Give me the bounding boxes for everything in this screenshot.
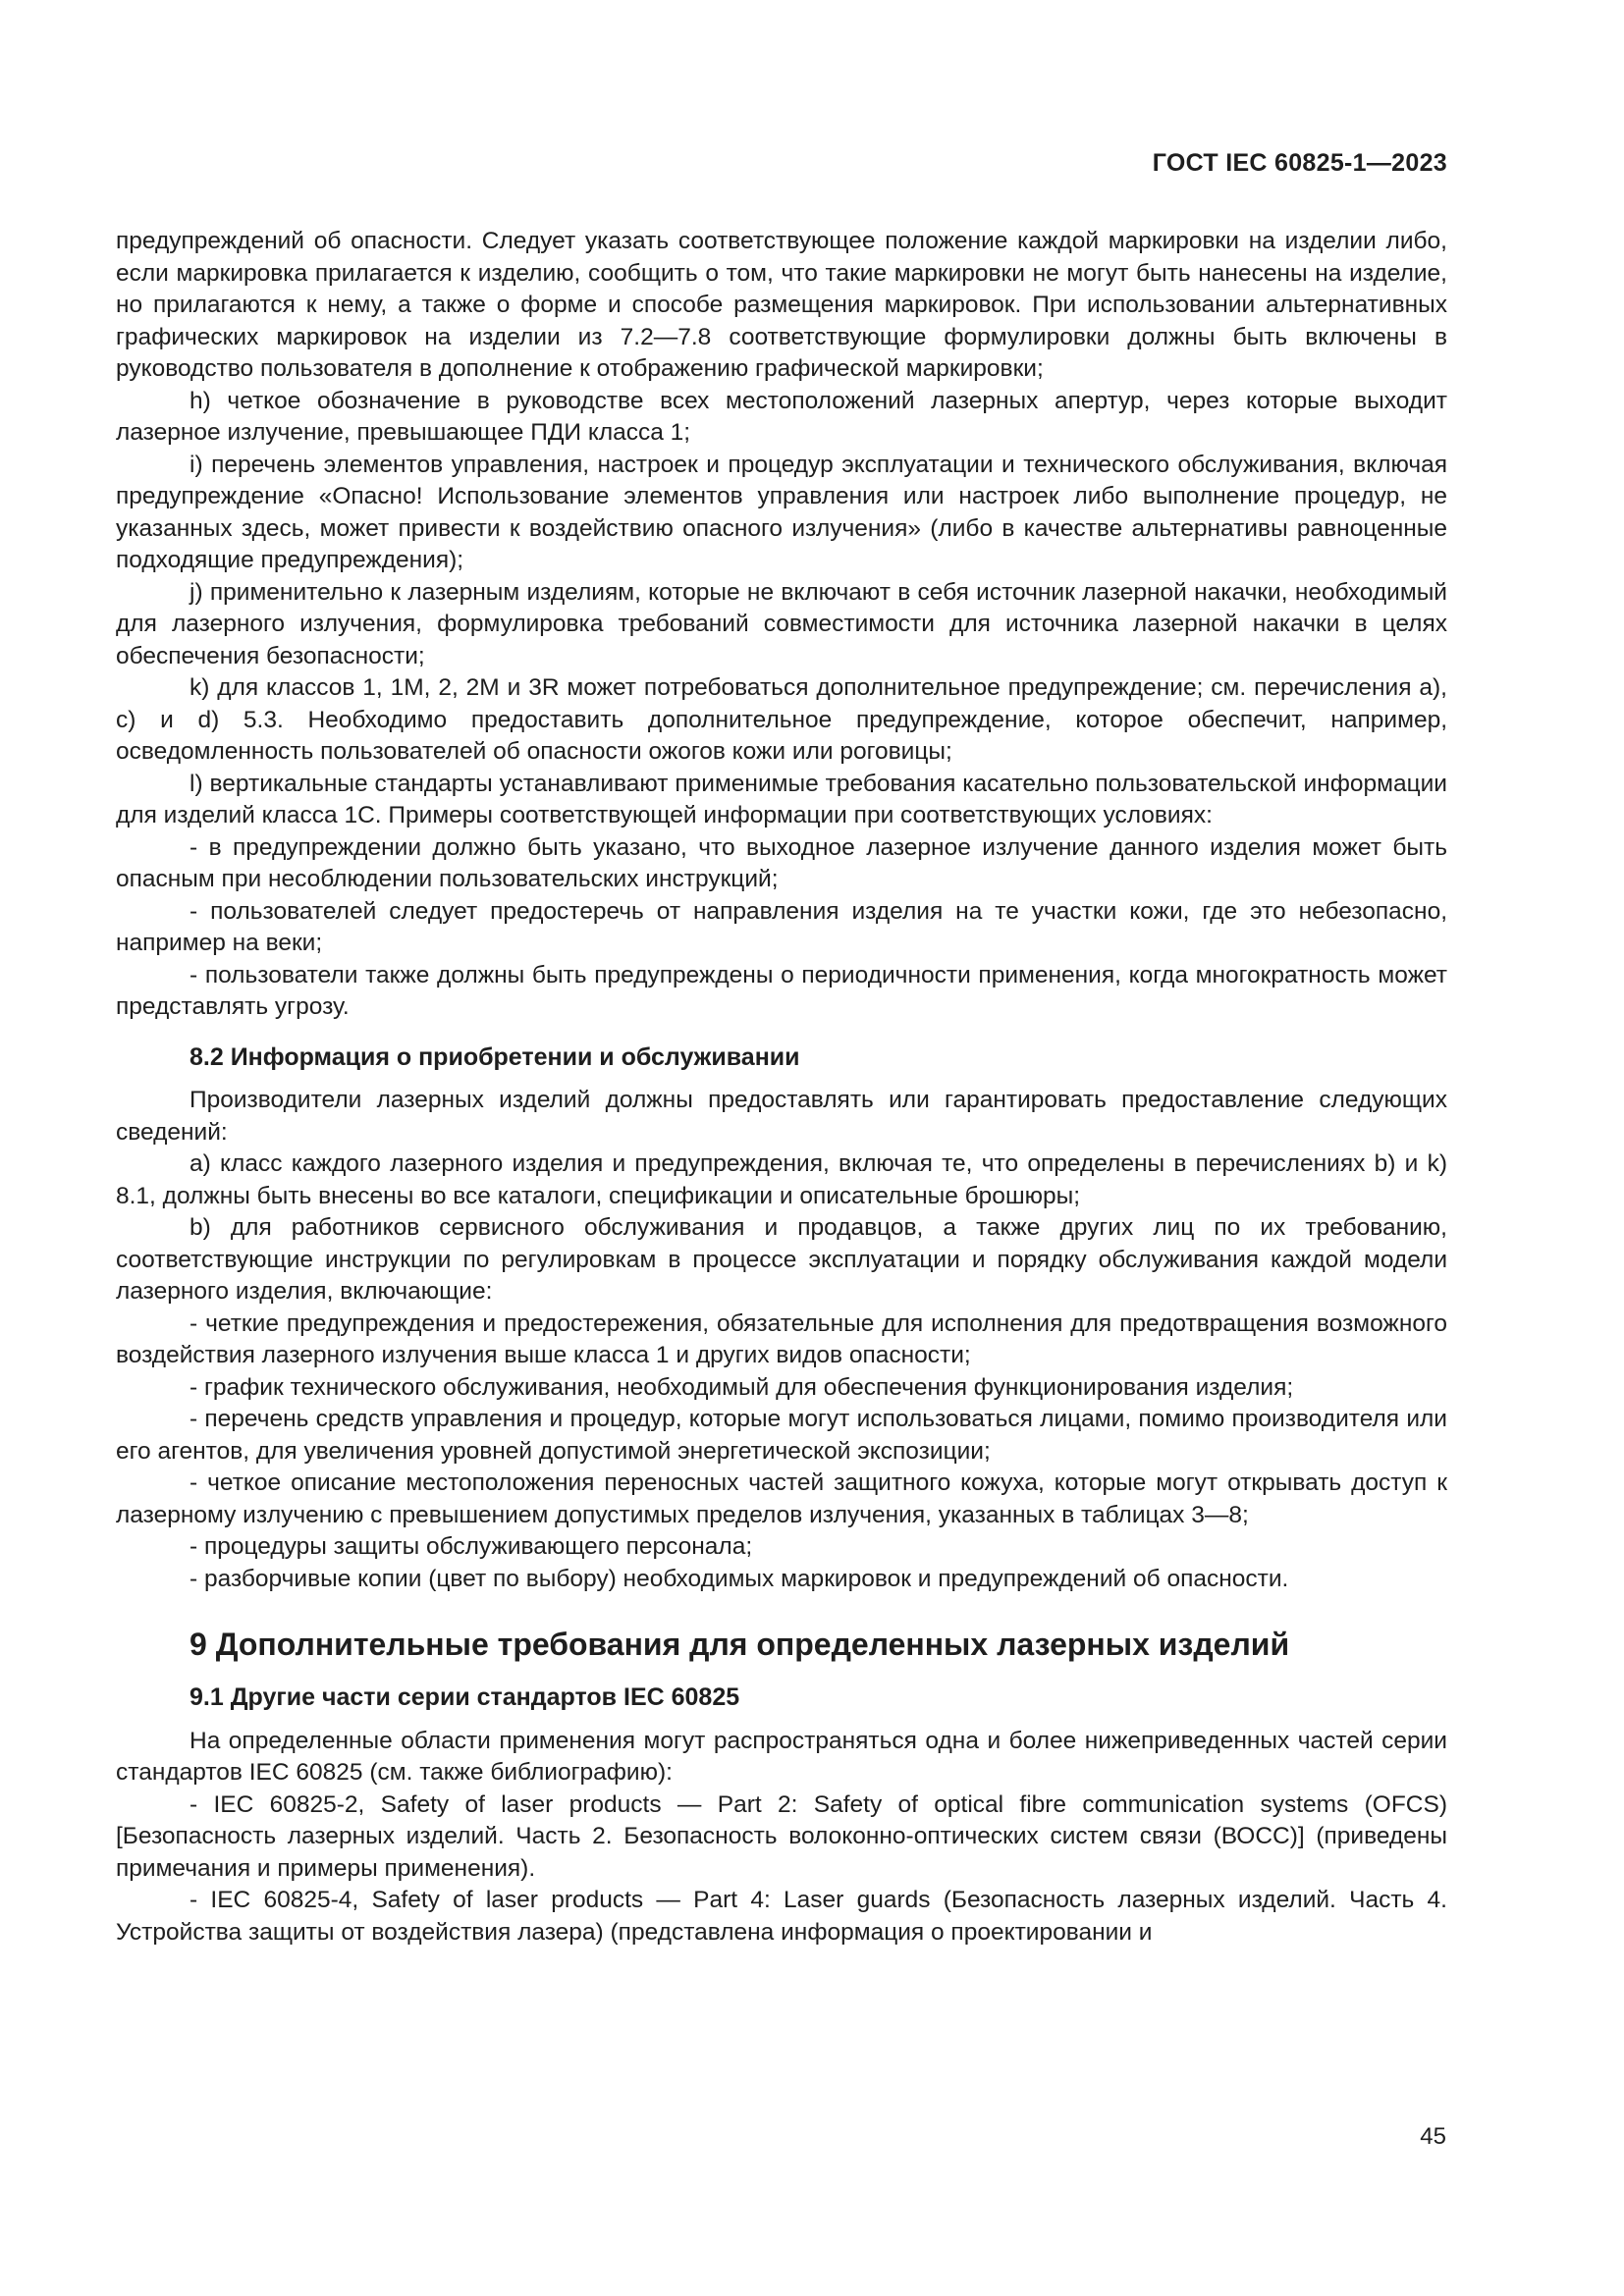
dash-item: - пользователи также должны быть предупреждены о периодичности применения, когда многократность может представлять угрозу. — [116, 961, 1447, 1020]
dash-item: - пользователей следует предостеречь от направления изделия на те участки кожи, где это небезопасно, например на веки; — [116, 897, 1447, 956]
paragraph: Производители лазерных изделий должны предоставлять или гарантировать предоставление следующих сведений: — [116, 1087, 1447, 1146]
dash-item: - в предупреждении должно быть указано, что выходное лазерное излучение данного изделия может быть опасным при несоблюдении пользовательских инструкций; — [116, 833, 1447, 892]
list-item-i: i) перечень элементов управления, настроек и процедур эксплуатации и технического обслуживания, включая предупреждение «Опасно! Использование элементов управления или настроек либо выполнение процедур, не указанных здесь, может привести к воздействию опасного излучения» (либо в качестве альтернативы равноценные подходящие предупреждения); — [116, 451, 1447, 573]
dash-item: - IEC 60825-2, Safety of laser products — Part 2: Safety of optical fibre communication systems (OFCS) [Безопасность лазерных изделий. Часть 2. Безопасность волоконно-оптических систем связи (ВОСС)] (приведены примечания и примеры применения). — [116, 1790, 1447, 1882]
paragraph: предупреждений об опасности. Следует указать соответствующее положение каждой маркировки на изделии либо, если маркировка прилагается к изделию, сообщить о том, что такие маркировки не могут быть нанесены на изделие, но прилагаются к нему, а также о форме и способе размещения маркировок. При использовании альтернативных графических маркировок на изделии из 7.2—7.8 соответствующие формулировки должны быть включены в руководство пользователя в дополнение к отображению графической маркировки; — [116, 228, 1447, 382]
dash-item: - четкие предупреждения и предостережения, обязательные для исполнения для предотвращения возможного воздействия лазерного излучения выше класса 1 и других видов опасности; — [116, 1309, 1447, 1368]
section-heading-8-2: 8.2 Информация о приобретении и обслуживании — [189, 1042, 800, 1071]
list-item-k: k) для классов 1, 1M, 2, 2M и 3R может потребоваться дополнительное предупреждение; см. перечисления a), c) и d) 5.3. Необходимо предоставить дополнительное предупреждение, которое обеспечит, например, осведомленность пользователей об опасности ожогов кожи или роговицы; — [116, 674, 1447, 765]
document-header: ГОСТ IEC 60825-1—2023 — [1152, 149, 1447, 177]
page-content — [116, 226, 1447, 1949]
dash-item: - график технического обслуживания, необходимый для обеспечения функционирования изделия; — [189, 1373, 1294, 1401]
dash-item: - IEC 60825-4, Safety of laser products — Part 4: Laser guards (Безопасность лазерных изделий. Часть 4. Устройства защиты от воздействия лазера) (представлена информация о проектировании и — [116, 1887, 1447, 1946]
list-item-a: a) класс каждого лазерного изделия и предупреждения, включая те, что определены в перечислениях b) и k) 8.1, должны быть внесены во все каталоги, спецификации и описательные брошюры; — [116, 1150, 1447, 1209]
page-number: 45 — [1420, 2123, 1446, 2150]
dash-item: - разборчивые копии (цвет по выбору) необходимых маркировок и предупреждений об опасности. — [189, 1565, 1289, 1592]
list-item-h: h) четкое обозначение в руководстве всех местоположений лазерных апертур, через которые выходит лазерное излучение, превышающее ПДИ класса 1; — [116, 387, 1447, 446]
dash-item: - четкое описание местоположения переносных частей защитного кожуха, которые могут открывать доступ к лазерному излучению с превышением допустимых пределов излучения, указанных в таблицах 3—8; — [116, 1469, 1447, 1528]
dash-item: - перечень средств управления и процедур, которые могут использоваться лицами, помимо производителя или его агентов, для увеличения уровней допустимой энергетической экспозиции; — [116, 1406, 1447, 1465]
list-item-l: l) вертикальные стандарты устанавливают применимые требования касательно пользовательской информации для изделий класса 1C. Примеры соответствующей информации при соответствующих условиях: — [116, 770, 1447, 828]
dash-item: - процедуры защиты обслуживающего персонала; — [189, 1533, 753, 1560]
section-heading-9: 9 Дополнительные требования для определенных лазерных изделий — [189, 1627, 1290, 1662]
paragraph: На определенные области применения могут распространяться одна и более нижеприведенных частей серии стандартов IEC 60825 (см. также библиографию): — [116, 1727, 1447, 1786]
list-item-b: b) для работников сервисного обслуживания и продавцов, а также других лиц по их требованию, соответствующие инструкции по регулировкам в процессе эксплуатации и порядку обслуживания каждой модели лазерного изделия, включающие: — [116, 1214, 1447, 1305]
list-item-j: j) применительно к лазерным изделиям, которые не включают в себя источник лазерной накачки, необходимый для лазерного излучения, формулировка требований совместимости для источника лазерной накачки в целях обеспечения безопасности; — [116, 578, 1447, 669]
section-heading-9-1: 9.1 Другие части серии стандартов IEC 60825 — [189, 1683, 740, 1711]
